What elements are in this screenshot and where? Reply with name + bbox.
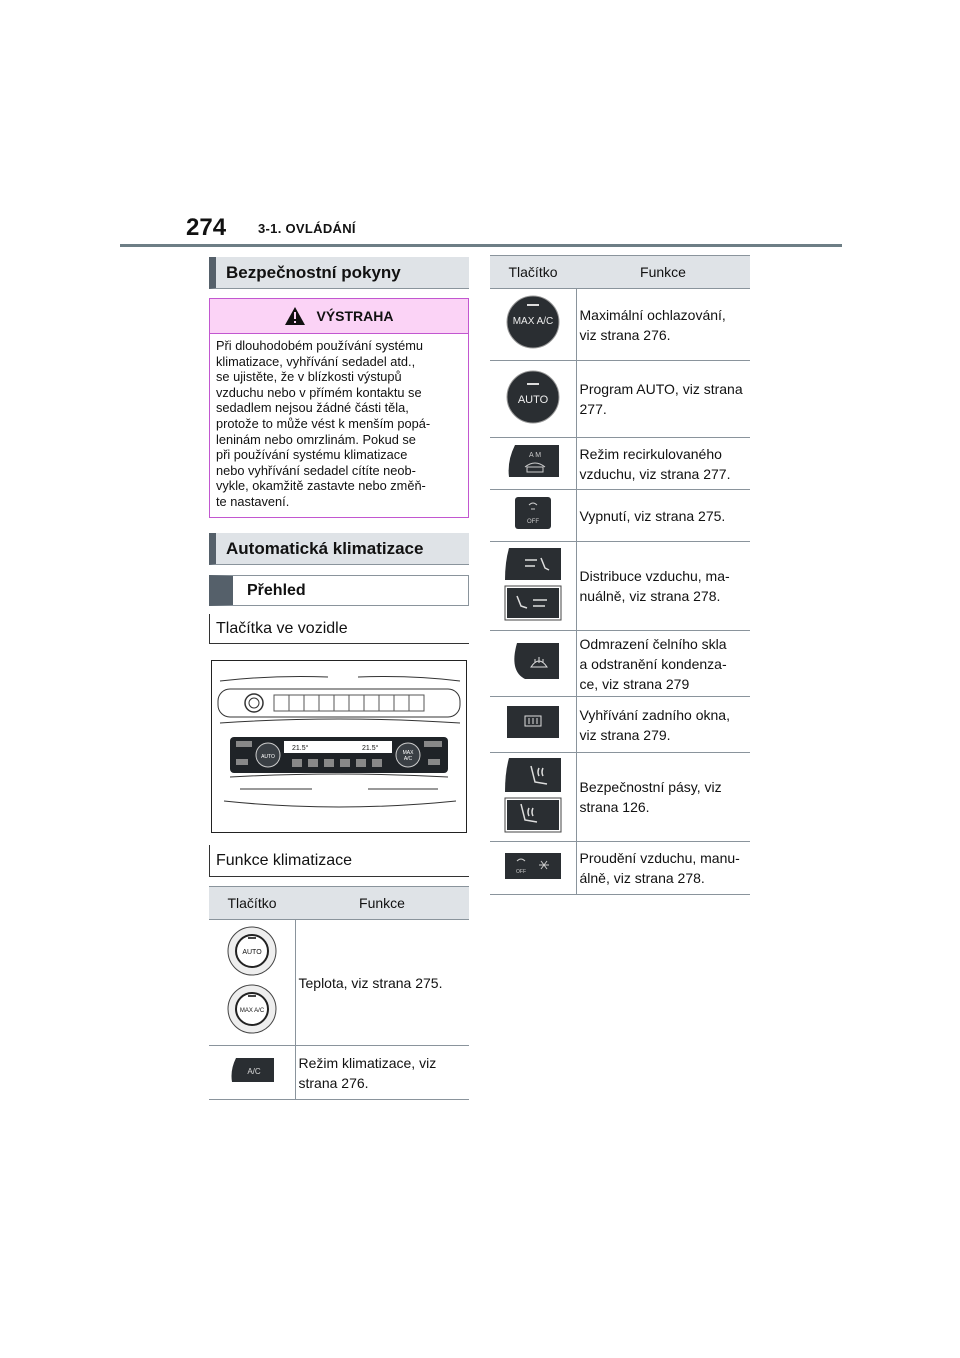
icon-cell: [490, 631, 576, 697]
icon-cell: [490, 697, 576, 753]
warning-line: při používání systému klimatizace: [216, 447, 408, 463]
off-button-icon: [513, 495, 553, 531]
table-row: [209, 1046, 469, 1100]
table-row: [490, 631, 750, 697]
warning-line: nebo vyhřívání sedadel cítíte neob-: [216, 462, 416, 478]
function-line: viz strana 279.: [579, 726, 671, 743]
table-row: [490, 542, 750, 631]
function-line: Bezpečnostní pásy, viz: [579, 779, 722, 795]
icon-cell: [490, 490, 576, 542]
safety-heading: [209, 257, 469, 289]
table-row: [490, 289, 750, 361]
functions-heading: [209, 845, 469, 877]
windshield-defrost-button-icon: [505, 641, 561, 681]
function-line: Program AUTO, viz strana: [579, 381, 743, 397]
auto-climate-heading-text: Automatická klimatizace: [226, 538, 424, 558]
function-line: Vyhřívání zadního okna,: [579, 706, 730, 723]
chapter-title: 3-1. OVLÁDÁNÍ: [258, 221, 356, 236]
function-text: [576, 842, 750, 895]
icon-cell: [209, 920, 295, 1046]
climate-panel-drawing: [212, 661, 466, 832]
function-line: nuálně, viz strana 278.: [579, 588, 721, 604]
header-divider: [120, 244, 842, 247]
warning-title-bar: [210, 299, 468, 334]
warning-line: leninám nebo omrzlinám. Pokud se: [216, 431, 416, 447]
function-line: Teplota, viz strana 275.: [298, 974, 443, 991]
function-line: a odstranění kondenza-: [579, 655, 727, 672]
function-line: Maximální ochlazování,: [579, 306, 726, 323]
table-row: [209, 920, 469, 1046]
warning-line: se ujistěte, že v blízkosti výstupů: [216, 369, 402, 385]
seat-heating-button-icon: [503, 756, 563, 834]
warning-triangle-icon: [284, 306, 306, 326]
function-line: viz strana 276.: [579, 326, 671, 343]
table-row: [490, 842, 750, 895]
off-button-label: OFF: [526, 519, 539, 525]
column-header-button: Tlačítko: [490, 256, 576, 289]
table-row: [490, 697, 750, 753]
right-function-table: [490, 255, 750, 895]
function-text: [576, 542, 750, 631]
max-ac-button-icon: [505, 294, 561, 350]
function-line: strana 126.: [579, 799, 650, 815]
functions-heading-text: Funkce klimatizace: [216, 851, 353, 869]
panel-ac-label: A/C: [403, 756, 413, 762]
left-function-table: [209, 886, 469, 1100]
panel-temp-right: 21.5°: [362, 745, 379, 752]
function-text: [295, 920, 469, 1046]
buttons-heading-text: Tlačítka ve vozidle: [216, 619, 348, 637]
function-text: [576, 361, 750, 438]
auto-climate-heading: [209, 533, 469, 565]
function-text: [576, 490, 750, 542]
icon-cell: [490, 361, 576, 438]
function-text: [576, 697, 750, 753]
icon-cell: [209, 1046, 295, 1100]
overview-heading: [209, 575, 469, 606]
warning-line: klimatizace, vyhřívání sedadel atd.,: [216, 353, 416, 369]
table-header-row: [490, 256, 750, 289]
page-number: 274: [186, 214, 227, 241]
function-text: [576, 438, 750, 490]
function-line: 277.: [579, 401, 607, 417]
panel-auto-label: AUTO: [261, 754, 275, 760]
ac-button-label: A/C: [247, 1067, 261, 1076]
panel-temp-left: 21.5°: [292, 745, 309, 752]
table-row: [490, 490, 750, 542]
function-line: Režim recirkulovaného: [579, 445, 722, 462]
warning-line: protože to může vést k menším popá-: [216, 415, 431, 431]
icon-cell: [490, 542, 576, 631]
warning-box: [209, 298, 469, 518]
auto-button-label: AUTO: [517, 393, 548, 406]
function-text: [576, 289, 750, 361]
warning-line: vykle, okamžitě zastavte nebo změň-: [216, 478, 426, 494]
function-line: Odmrazení čelního skla: [579, 635, 727, 652]
knob-maxac-label: MAX A/C: [239, 1008, 264, 1014]
table-row: [490, 361, 750, 438]
column-header-function: Funkce: [295, 887, 469, 920]
function-line: Vypnutí, viz strana 275.: [579, 507, 726, 524]
function-line: vzduchu, viz strana 277.: [579, 465, 731, 482]
ac-button-icon: [228, 1056, 276, 1084]
function-text: [576, 631, 750, 697]
function-line: strana 276.: [298, 1074, 369, 1091]
function-text: [576, 753, 750, 842]
function-line: álně, viz strana 278.: [579, 870, 705, 886]
airflow-off-label: OFF: [515, 868, 526, 875]
temperature-knobs-icon: [226, 923, 278, 1037]
icon-cell: [490, 438, 576, 490]
max-ac-label: MAX A/C: [512, 316, 554, 327]
overview-heading-text: Přehled: [247, 581, 306, 599]
warning-title: VÝSTRAHA: [316, 308, 394, 324]
warning-text: [210, 334, 468, 510]
function-line: ce, viz strana 279: [579, 675, 690, 692]
function-line: Proudění vzduchu, manu-: [579, 850, 740, 866]
air-distribution-button-icon: [503, 546, 563, 622]
function-line: Režim klimatizace, viz: [298, 1054, 437, 1071]
icon-cell: [490, 289, 576, 361]
table-row: [490, 438, 750, 490]
icon-cell: [490, 753, 576, 842]
recirc-label: A M: [528, 452, 541, 459]
auto-button-icon: [505, 369, 561, 425]
column-header-function: Funkce: [576, 256, 750, 289]
safety-heading-text: Bezpečnostní pokyny: [226, 262, 401, 282]
buttons-heading: [209, 614, 469, 644]
warning-line: vzduchu nebo v přímém kontaktu se: [216, 384, 422, 400]
function-line: Distribuce vzduchu, ma-: [579, 568, 730, 584]
warning-line: te nastavení.: [216, 493, 290, 509]
function-text: [295, 1046, 469, 1100]
rear-window-heating-button-icon: [505, 704, 561, 740]
knob-auto-label: AUTO: [242, 949, 262, 956]
warning-line: Při dlouhodobém používání systému: [216, 338, 423, 353]
table-row: [490, 753, 750, 842]
column-header-button: Tlačítko: [209, 887, 295, 920]
airflow-button-icon: [503, 851, 563, 881]
recirculation-button-icon: [505, 443, 561, 479]
climate-panel-illustration: [211, 660, 467, 833]
icon-cell: [490, 842, 576, 895]
panel-max-label: MAX: [402, 750, 414, 756]
table-header-row: [209, 887, 469, 920]
warning-line: sedadlem nejsou žádné části těla,: [216, 400, 409, 416]
